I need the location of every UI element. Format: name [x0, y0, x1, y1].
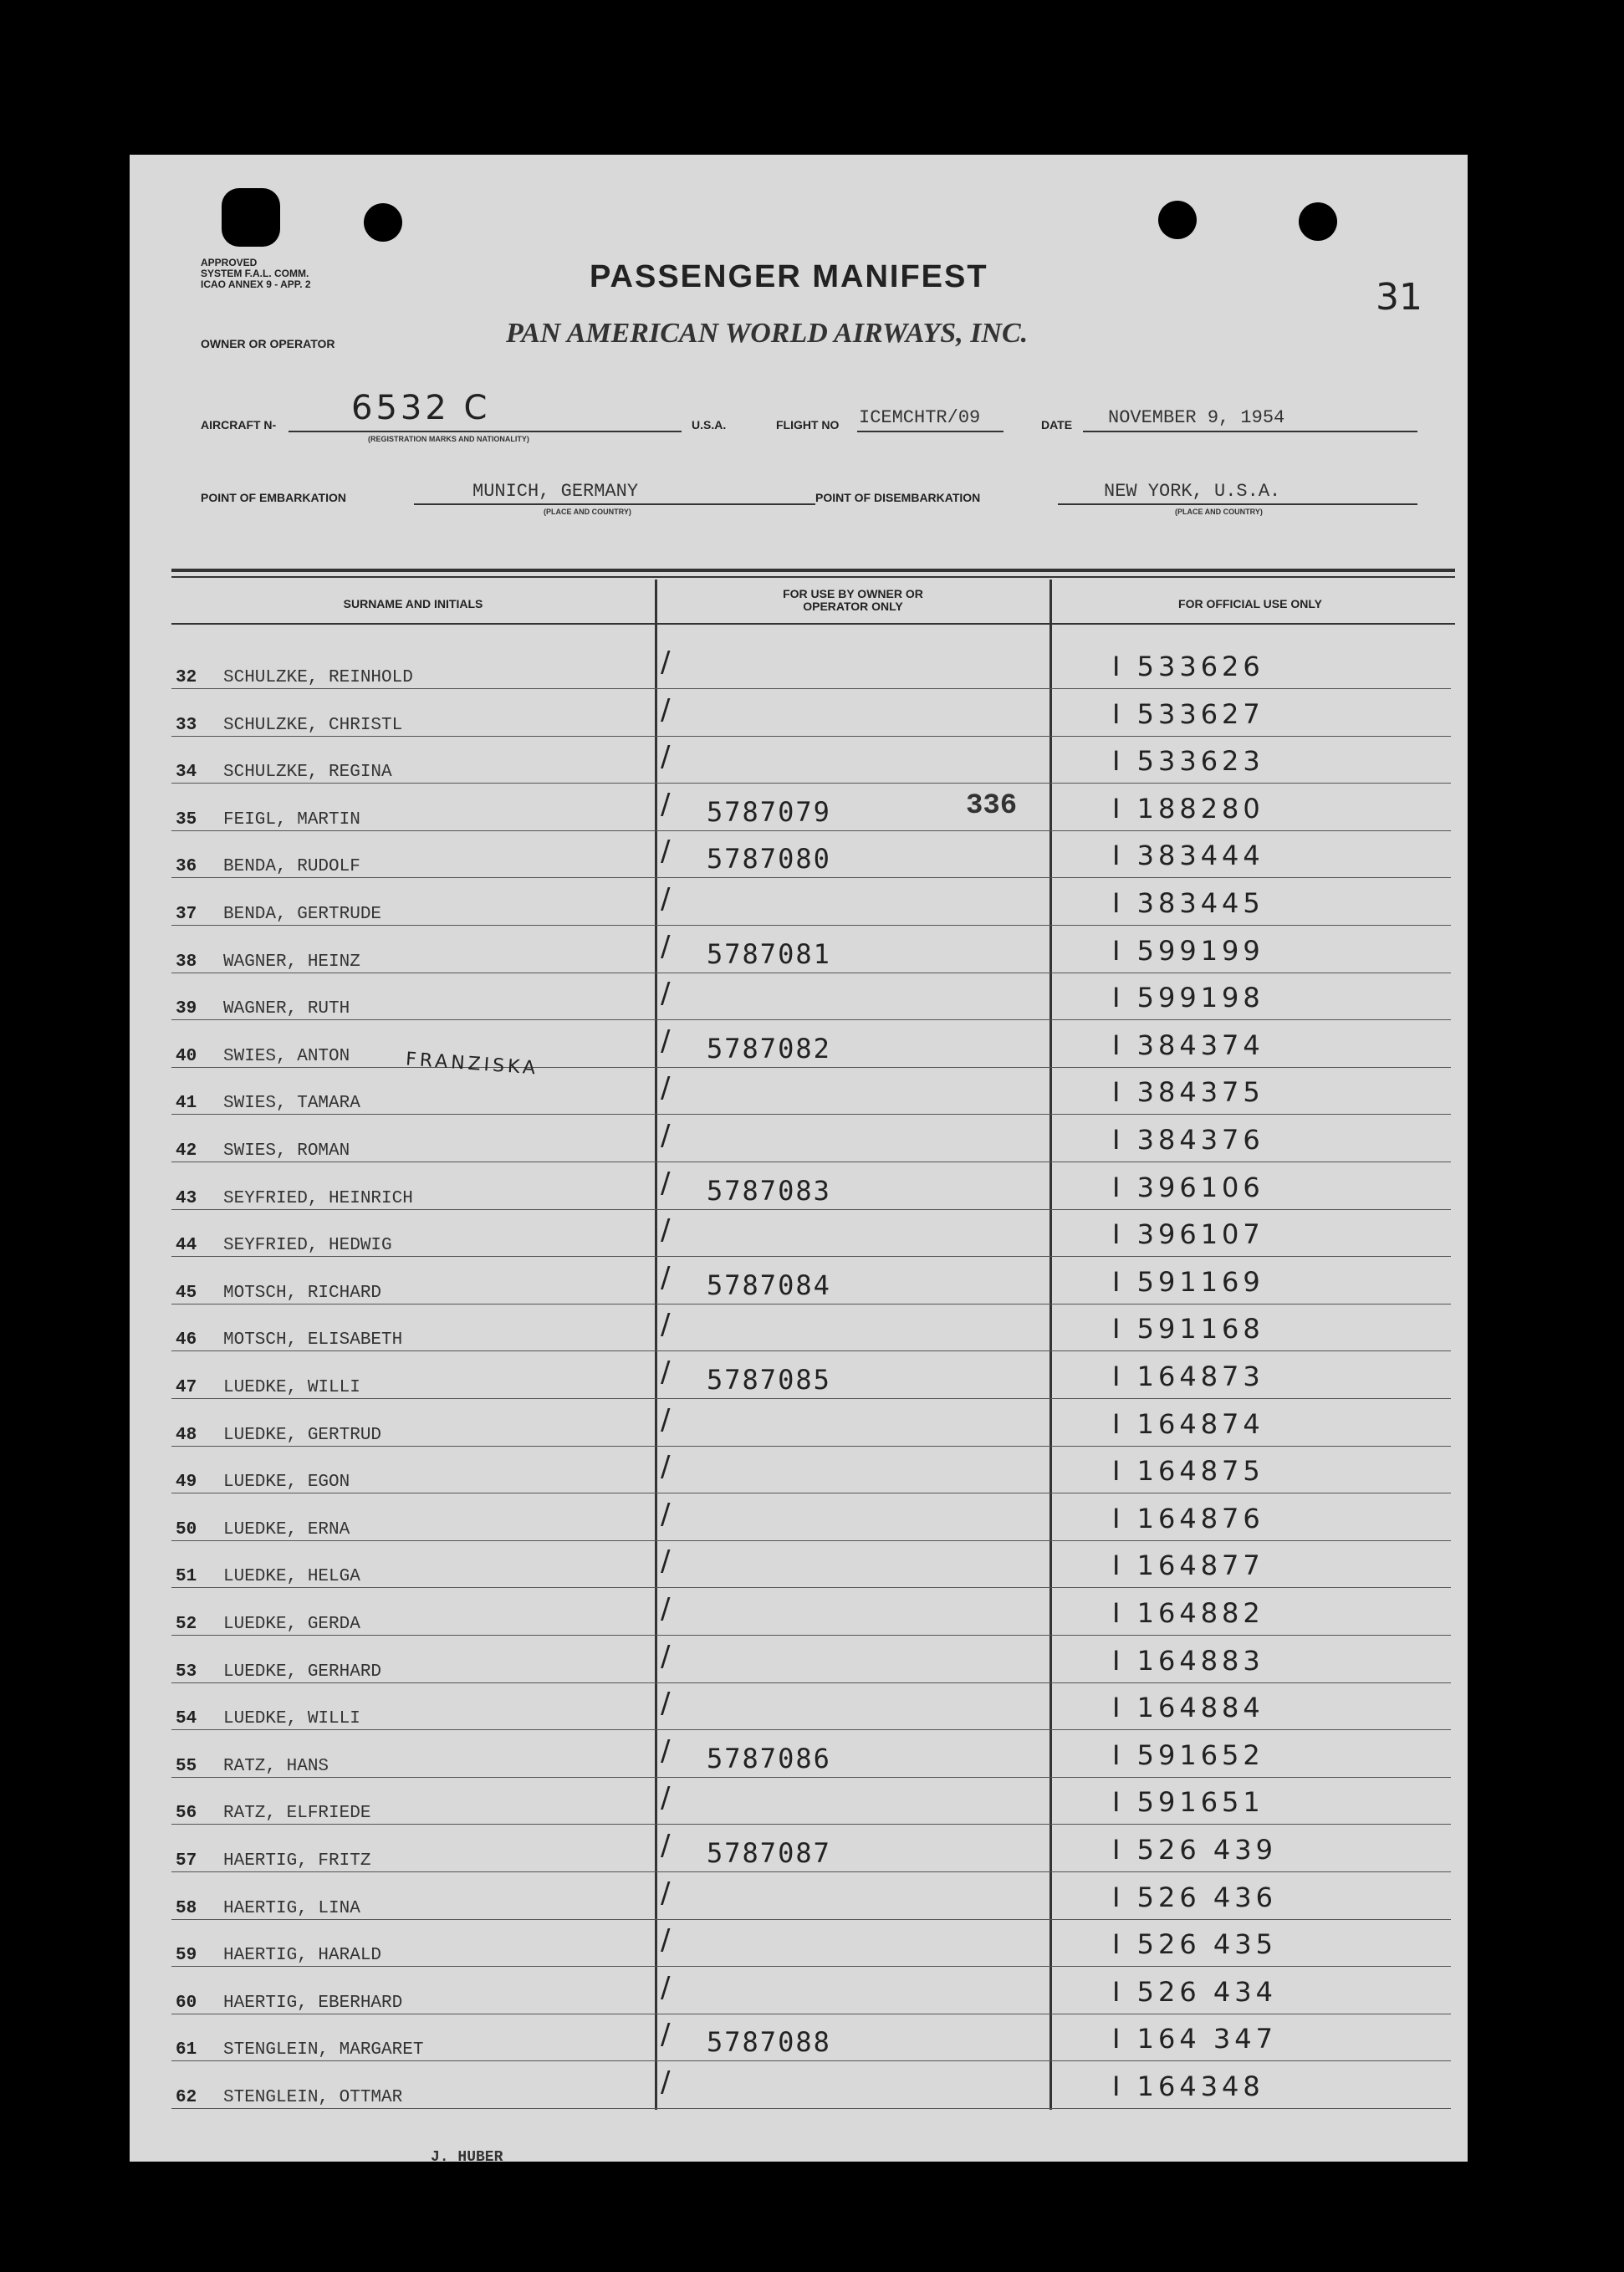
- check-mark: /: [661, 1402, 671, 1437]
- row-number: 47: [176, 1378, 197, 1397]
- passenger-name: STENGLEIN, OTTMAR: [223, 2088, 403, 2107]
- footer-fragment: J. HUBER: [431, 2149, 503, 2166]
- row-number: 50: [176, 1519, 197, 1539]
- table-row: [171, 1446, 1451, 1493]
- row-number: 41: [176, 1094, 197, 1114]
- table-row: [171, 1872, 1451, 1920]
- torn-corner-mark: [222, 188, 280, 247]
- row-number: 54: [176, 1709, 197, 1729]
- aircraft-value: 6532 C: [351, 389, 491, 427]
- row-number: 39: [176, 999, 197, 1019]
- page-title: PASSENGER MANIFEST: [590, 259, 988, 294]
- table-row: [171, 2061, 1451, 2109]
- passenger-name: WAGNER, RUTH: [223, 999, 350, 1019]
- table-top-rule-2: [171, 576, 1455, 578]
- row-number: 61: [176, 2040, 197, 2060]
- check-mark: /: [661, 1071, 671, 1105]
- airline-name: PAN AMERICAN WORLD AIRWAYS, INC.: [506, 318, 1029, 349]
- passenger-name: SEYFRIED, HEDWIG: [223, 1236, 392, 1256]
- check-mark: /: [661, 977, 671, 1011]
- passenger-name: HAERTIG, EBERHARD: [223, 1993, 403, 2013]
- row-number: 55: [176, 1756, 197, 1776]
- embark-label: POINT OF EMBARKATION: [201, 491, 346, 504]
- row-number: 60: [176, 1993, 197, 2013]
- table-row: [171, 1257, 1451, 1304]
- official-entry: I 599199: [1112, 934, 1264, 967]
- check-mark: /: [661, 1497, 671, 1531]
- official-entry: I 164876: [1112, 1502, 1264, 1534]
- check-mark: /: [661, 1923, 671, 1958]
- passenger-name: RATZ, ELFRIEDE: [223, 1804, 371, 1824]
- table-row: [171, 1115, 1451, 1162]
- date-label: DATE: [1041, 418, 1073, 431]
- ticket-number: 5787085: [707, 1364, 831, 1396]
- passenger-name: RATZ, HANS: [223, 1756, 329, 1776]
- table-row: [171, 1588, 1451, 1636]
- table-row: [171, 1351, 1451, 1399]
- official-entry: I 164883: [1112, 1644, 1264, 1677]
- passenger-name: BENDA, GERTRUDE: [223, 905, 382, 924]
- usa-label: U.S.A.: [692, 418, 727, 431]
- punch-hole-left: [364, 203, 402, 242]
- ticket-number: 5787079: [707, 795, 831, 828]
- approval-line: ICAO ANNEX 9 - APP. 2: [201, 278, 311, 290]
- table-row: [171, 878, 1451, 926]
- row-number: 34: [176, 763, 197, 783]
- official-entry: I 591652: [1112, 1738, 1264, 1771]
- check-mark: /: [661, 1260, 671, 1294]
- table-row: [171, 926, 1451, 973]
- column-header-owner: FOR USE BY OWNER OR OPERATOR ONLY: [783, 587, 923, 613]
- embark-value: MUNICH, GERMANY: [472, 481, 639, 502]
- official-entry: I 599198: [1112, 982, 1264, 1014]
- row-number: 40: [176, 1046, 197, 1066]
- table-row: [171, 973, 1451, 1020]
- passenger-name: HAERTIG, HARALD: [223, 1946, 382, 1966]
- official-entry: I 591168: [1112, 1313, 1264, 1345]
- row-number: 48: [176, 1425, 197, 1445]
- passenger-name: MOTSCH, ELISABETH: [223, 1330, 403, 1350]
- row-number: 62: [176, 2088, 197, 2107]
- ticket-number: 5787087: [707, 1837, 831, 1869]
- aircraft-underline: [289, 431, 682, 432]
- passenger-name: MOTSCH, RICHARD: [223, 1283, 382, 1303]
- official-entry: I 164874: [1112, 1407, 1264, 1440]
- date-value: NOVEMBER 9, 1954: [1108, 407, 1285, 428]
- official-entry: I 384376: [1112, 1124, 1264, 1156]
- disembark-label: POINT OF DISEMBARKATION: [815, 491, 981, 504]
- check-mark: /: [661, 929, 671, 963]
- row-rule: [171, 2108, 1451, 2109]
- passenger-name: LUEDKE, HELGA: [223, 1567, 360, 1587]
- check-mark: /: [661, 1970, 671, 2004]
- official-entry: I 533623: [1112, 745, 1264, 778]
- header-rule: [171, 623, 1455, 625]
- passenger-name: SWIES, ROMAN: [223, 1141, 350, 1161]
- official-entry: I 164875: [1112, 1455, 1264, 1488]
- official-entry: I 396107: [1112, 1218, 1264, 1251]
- passenger-name: WAGNER, HEINZ: [223, 952, 360, 972]
- date-underline: [1083, 431, 1417, 432]
- approval-line: APPROVED: [201, 257, 258, 268]
- flight-label: FLIGHT NO: [776, 418, 840, 431]
- check-mark: /: [661, 2018, 671, 2052]
- column-header-surname: SURNAME AND INITIALS: [343, 597, 483, 610]
- passenger-name: SCHULZKE, REGINA: [223, 763, 392, 783]
- official-entry: I 533627: [1112, 697, 1264, 730]
- row-number: 33: [176, 715, 197, 735]
- passenger-name: HAERTIG, LINA: [223, 1898, 360, 1918]
- margin-note: 336: [966, 790, 1018, 822]
- table-row: [171, 1777, 1451, 1825]
- disembark-sublabel: (PLACE AND COUNTRY): [1175, 508, 1263, 516]
- check-mark: /: [661, 1592, 671, 1626]
- official-entry: I 383445: [1112, 887, 1264, 919]
- passenger-name: LUEDKE, GERDA: [223, 1615, 360, 1634]
- check-mark: /: [661, 646, 671, 679]
- passenger-name: LUEDKE, WILLI: [223, 1709, 360, 1729]
- passenger-name: SWIES, TAMARA: [223, 1094, 360, 1114]
- check-mark: /: [661, 1876, 671, 1910]
- table-row: [171, 2014, 1451, 2061]
- row-number: 42: [176, 1141, 197, 1161]
- punch-hole-right: [1299, 202, 1337, 241]
- ticket-number: 5787084: [707, 1269, 831, 1301]
- passenger-name: LUEDKE, EGON: [223, 1473, 350, 1493]
- official-entry: I 164873: [1112, 1361, 1264, 1392]
- official-entry: I 164877: [1112, 1550, 1264, 1582]
- check-mark: /: [661, 882, 671, 916]
- row-number: 52: [176, 1615, 197, 1634]
- insertion-note: FRANZISKA: [405, 1049, 539, 1080]
- passenger-name: SEYFRIED, HEINRICH: [223, 1188, 413, 1208]
- official-entry: I 591169: [1112, 1265, 1264, 1298]
- row-number: 49: [176, 1473, 197, 1493]
- passenger-name: HAERTIG, FRITZ: [223, 1851, 371, 1871]
- table-row: [171, 1162, 1451, 1210]
- row-number: 57: [176, 1851, 197, 1871]
- table-row: [171, 784, 1451, 831]
- table-row: [171, 1825, 1451, 1872]
- passenger-name: BENDA, RUDOLF: [223, 857, 360, 877]
- official-entry: I 164884: [1112, 1692, 1264, 1724]
- manifest-page: [130, 155, 1468, 2166]
- flight-underline: [857, 431, 1004, 432]
- page-number: 31: [1376, 276, 1422, 319]
- row-number: 32: [176, 668, 197, 687]
- check-mark: /: [661, 1781, 671, 1815]
- ticket-number: 5787088: [707, 2026, 831, 2059]
- row-number: 37: [176, 905, 197, 924]
- table-row: [171, 1067, 1451, 1115]
- disembark-value: NEW YORK, U.S.A.: [1104, 481, 1281, 502]
- official-entry: I 384374: [1112, 1029, 1264, 1061]
- table-row: [171, 1020, 1451, 1068]
- table-row: [171, 1967, 1451, 2014]
- official-entry: I 526 436: [1112, 1881, 1277, 1913]
- check-mark: /: [661, 1733, 671, 1768]
- check-mark: /: [661, 787, 671, 821]
- row-number: 56: [176, 1804, 197, 1824]
- punch-hole-mid: [1158, 201, 1197, 239]
- check-mark: /: [661, 1829, 671, 1862]
- row-number: 51: [176, 1567, 197, 1587]
- check-mark: /: [661, 1119, 671, 1152]
- official-entry: I 526 435: [1112, 1928, 1277, 1961]
- passenger-name: LUEDKE, WILLI: [223, 1378, 360, 1397]
- passenger-name: SCHULZKE, REINHOLD: [223, 668, 413, 687]
- disembark-underline: [1058, 503, 1417, 505]
- passenger-name: LUEDKE, GERTRUD: [223, 1425, 382, 1445]
- official-entry: I 396106: [1112, 1171, 1264, 1203]
- row-number: 59: [176, 1946, 197, 1966]
- row-number: 58: [176, 1898, 197, 1918]
- row-number: 36: [176, 857, 197, 877]
- ticket-number: 5787080: [707, 843, 831, 876]
- aircraft-label: AIRCRAFT N-: [201, 418, 277, 431]
- row-number: 44: [176, 1236, 197, 1256]
- row-number: 38: [176, 952, 197, 972]
- official-entry: I 164882: [1112, 1597, 1264, 1629]
- row-number: 45: [176, 1283, 197, 1303]
- official-entry: I 383444: [1112, 840, 1264, 872]
- row-number: 35: [176, 809, 197, 830]
- official-entry: I 188280: [1112, 792, 1264, 825]
- owner-label: OWNER OR OPERATOR: [201, 337, 335, 350]
- passenger-name: STENGLEIN, MARGARET: [223, 2040, 424, 2060]
- table-row: [171, 689, 1451, 737]
- passenger-name: LUEDKE, GERHARD: [223, 1662, 382, 1682]
- official-entry: I 526 439: [1112, 1834, 1277, 1866]
- check-mark: /: [661, 740, 671, 774]
- table-row: [171, 1682, 1451, 1730]
- row-number: 46: [176, 1330, 197, 1350]
- official-entry: I 164348: [1112, 2070, 1264, 2102]
- table-row: [171, 830, 1451, 878]
- official-entry: I 591651: [1112, 1786, 1264, 1819]
- check-mark: /: [661, 692, 671, 727]
- table-row: [171, 1493, 1451, 1541]
- registration-sublabel: (REGISTRATION MARKS AND NATIONALITY): [368, 435, 529, 443]
- check-mark: /: [661, 1687, 671, 1721]
- row-number: 53: [176, 1662, 197, 1682]
- table-row: [171, 1540, 1451, 1588]
- approval-stamp: [201, 258, 311, 290]
- passenger-name: SWIES, ANTON: [223, 1046, 350, 1066]
- table-row: [171, 1730, 1451, 1778]
- check-mark: /: [661, 1639, 671, 1673]
- official-entry: I 384375: [1112, 1076, 1264, 1109]
- official-entry: I 533626: [1112, 651, 1264, 682]
- check-mark: /: [661, 1308, 671, 1342]
- check-mark: /: [661, 1450, 671, 1484]
- ticket-number: 5787083: [707, 1174, 831, 1207]
- check-mark: /: [661, 1166, 671, 1200]
- table-row: [171, 1209, 1451, 1257]
- table-row: [171, 641, 1451, 689]
- table-top-rule: [171, 569, 1455, 572]
- table-row: [171, 1399, 1451, 1447]
- official-entry: I 164 347: [1112, 2023, 1277, 2055]
- ticket-number: 5787081: [707, 937, 831, 970]
- official-entry: I 526 434: [1112, 1975, 1277, 2008]
- ticket-number: 5787082: [707, 1032, 831, 1065]
- flight-value: ICEMCHTR/09: [859, 407, 981, 428]
- check-mark: /: [661, 1356, 671, 1389]
- table-row: [171, 736, 1451, 784]
- ticket-number: 5787086: [707, 1742, 831, 1774]
- check-mark: /: [661, 835, 671, 869]
- table-row: [171, 1304, 1451, 1351]
- row-number: 43: [176, 1188, 197, 1208]
- passenger-name: SCHULZKE, CHRISTL: [223, 715, 403, 735]
- column-header-official: FOR OFFICIAL USE ONLY: [1178, 597, 1322, 610]
- embark-sublabel: (PLACE AND COUNTRY): [544, 508, 631, 516]
- check-mark: /: [661, 1213, 671, 1248]
- passenger-name: FEIGL, MARTIN: [223, 809, 360, 830]
- check-mark: /: [661, 1544, 671, 1579]
- passenger-name: LUEDKE, ERNA: [223, 1519, 350, 1539]
- embark-underline: [414, 503, 815, 505]
- table-row: [171, 1636, 1451, 1683]
- check-mark: /: [661, 2065, 671, 2099]
- table-row: [171, 1919, 1451, 1967]
- approval-line: SYSTEM F.A.L. COMM.: [201, 268, 309, 279]
- check-mark: /: [661, 1024, 671, 1058]
